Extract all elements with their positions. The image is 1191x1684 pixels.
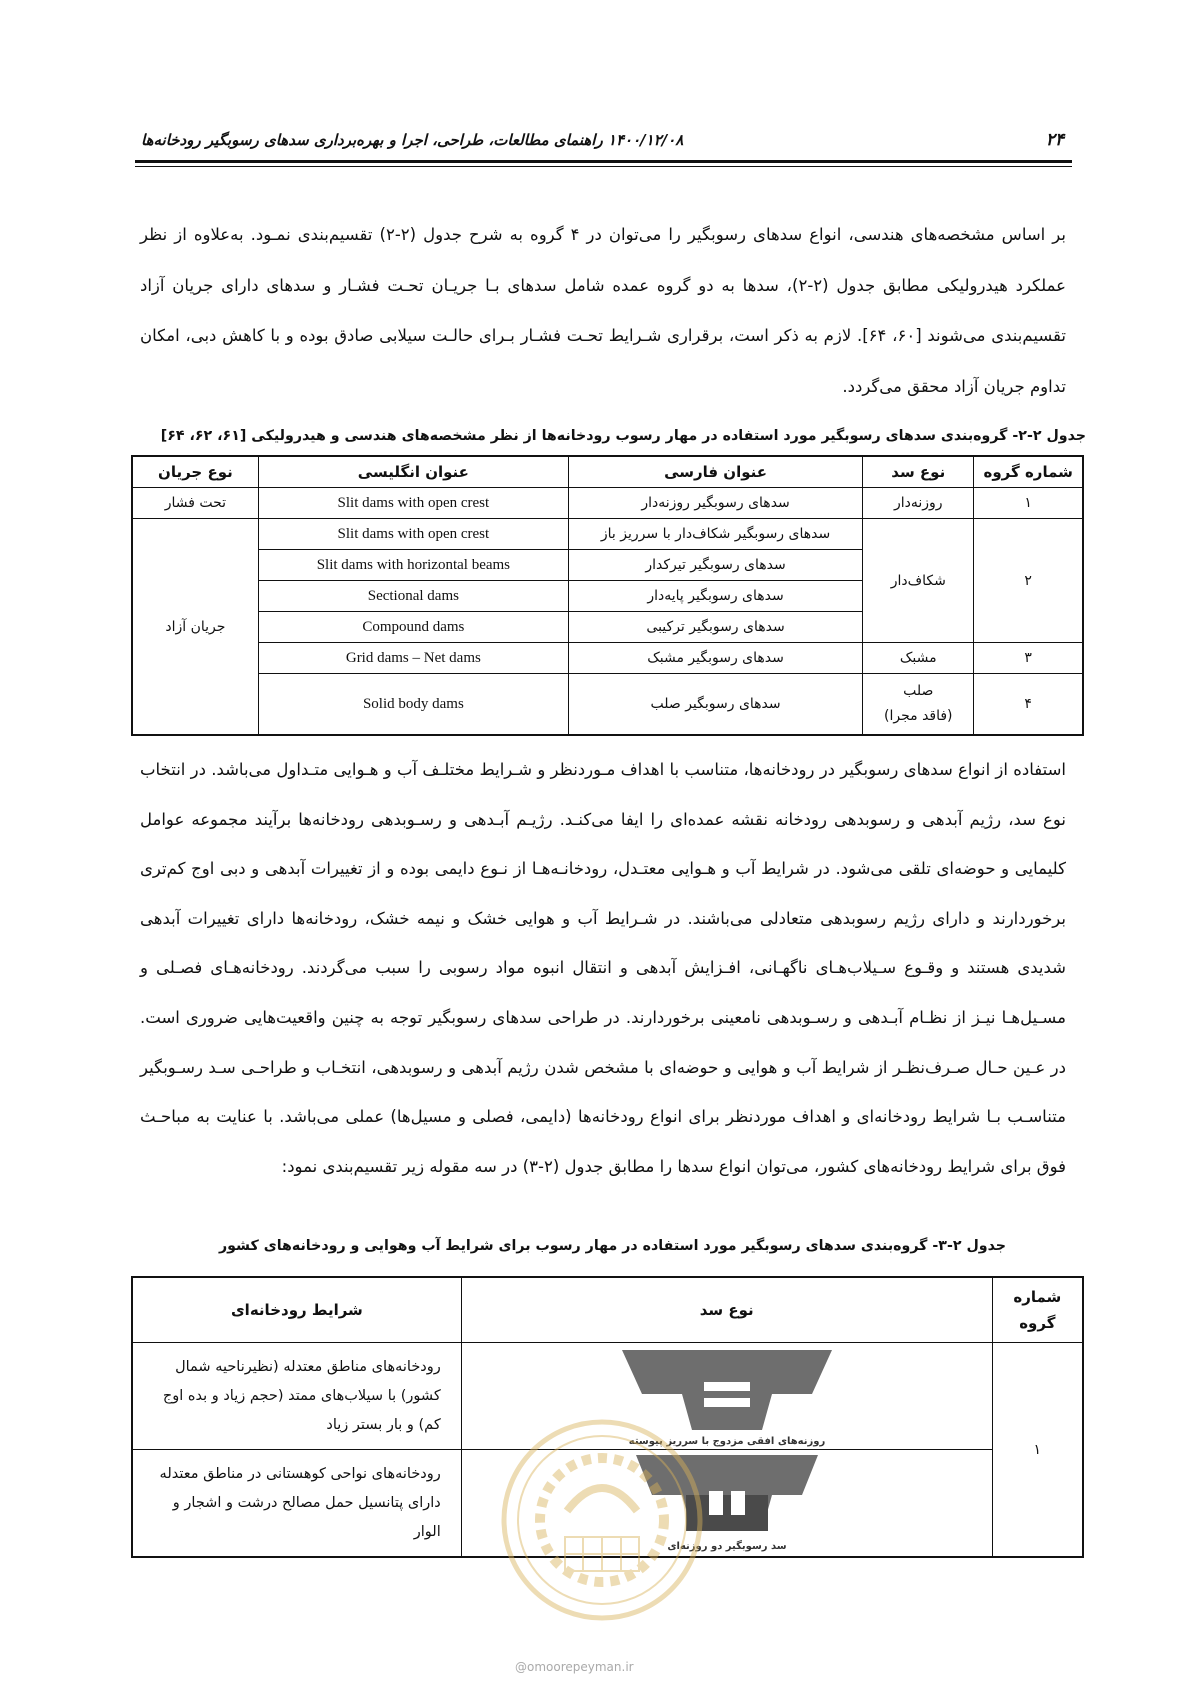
seal-grid-lines <box>565 1537 639 1571</box>
persian-title: سدهای رسوبگیر ترکیبی <box>568 612 862 643</box>
dam-type <box>863 674 974 736</box>
river-conditions: رودخانه‌های نواحی کوهستانی در مناطق معتدله دارای پتانسیل حمل مصالح درشت و اشجار و الوار <box>132 1450 461 1558</box>
orifice-lower <box>704 1398 750 1407</box>
dam-type: روزنه‌دار <box>863 488 974 519</box>
flow-type: جریان آزاد <box>132 519 258 736</box>
th-group-line2: گروه <box>1019 1314 1056 1332</box>
figure-label: سد رسوبگیر دو روزنه‌ای <box>667 1541 787 1552</box>
dam-type-line1: صلب <box>903 683 934 699</box>
table-row <box>132 519 1083 550</box>
th-river-conditions: شرایط رودخانه‌ای <box>132 1277 461 1343</box>
english-title: Solid body dams <box>258 674 568 736</box>
persian-title: سدهای رسوبگیر تیرکدار <box>568 550 862 581</box>
th-persian-title: عنوان فارسی <box>568 456 862 488</box>
table-row <box>132 674 1083 736</box>
figure-label: روزنه‌های افقی مزدوج با سرریز پیوسته <box>628 1436 825 1447</box>
river-conditions: رودخانه‌های مناطق معتدله (نظیرناحیه شمال کشور) با سیلاب‌های ممتد (حجم زیاد و بده اوج کم) و بار بستر زیاد <box>132 1343 461 1450</box>
orifice-left <box>709 1491 723 1515</box>
persian-title: سدهای رسوبگیر شکاف‌دار با سرریز باز <box>568 519 862 550</box>
group-number: ۴ <box>974 674 1083 736</box>
table1-header-row <box>132 456 1083 488</box>
table-row <box>132 488 1083 519</box>
th-group-number: شماره گروه <box>974 456 1083 488</box>
th-dam-type: نوع سد <box>461 1277 992 1343</box>
orifice-upper <box>704 1382 750 1391</box>
persian-title: سدهای رسوبگیر صلب <box>568 674 862 736</box>
persian-title: سدهای رسوبگیر روزنه‌دار <box>568 488 862 519</box>
th-english-title: عنوان انگلیسی <box>258 456 568 488</box>
running-title: ۱۴۰۰/۱۲/۰۸ راهنمای مطالعات، طراحی، اجرا و بهره‌برداری سدهای رسوبگیر رودخانه‌ها <box>141 131 684 149</box>
dam-type: مشبک <box>863 643 974 674</box>
group-number: ۱ <box>974 488 1083 519</box>
page-number: ۲۴ <box>1045 130 1064 150</box>
header-rule-thick <box>135 160 1072 163</box>
paragraph-geometric-grouping: بر اساس مشخصه‌های هندسی، انواع سدهای رسوبگیر را می‌توان در ۴ گروه به شرح جدول (۲-۲) تقسیم‌بندی نمـود. به‌علاوه از نظر عملکرد هیدرولیکی مطابق جدول (۲-۲)، سدها به دو گروه عمده شامل سدهای بـا جریـان تحـت فشـار و سدهای دارای جریان آزاد تقسیم‌بندی می‌شوند [۶۰، ۶۴]. لازم به ذکر است، برقراری شـرایط تحـت فشـار بـرای حالـت سیلابی صادق بوده و با کاهش دبی، امکان تداوم جریان آزاد محقق می‌گردد. <box>140 225 1067 396</box>
seal-outer-ring <box>504 1422 700 1618</box>
english-title: Slit dams with open crest <box>258 519 568 550</box>
english-title: Slit dams with open crest <box>258 488 568 519</box>
paragraph-climate-grouping: استفاده از انواع سدهای رسوبگیر در رودخانه‌ها، متناسب با اهداف مـوردنظر و شـرایط مختلـف آب و هـوایی متـداول می‌باشد. در انتخاب نوع سد، رژیم آبدهی و رسوبدهی رودخانه نقشه عمده‌ای را ایفا می‌کنـد. رژیـم آبـدهی و رسـوبدهی رودخانه‌ها برآیند مجموعه عوامل کلیمایی و حوضه‌ای تلقی می‌شود. در شرایط آب و هـوایی معتـدل، رودخانـه‌هـا از نـوع دایمی بوده و از تغییرات آبدهی و دبی اوج کم‌تری برخوردارند و دارای رژیم رسوبدهی متعادلی می‌باشند. در شـرایط آب و هوایی خشک و نیمه خشک، رودخانه‌ها دارای تغییرات آبدهی شدیدی هستند و وقـوع سـیلاب‌هـای ناگهـانی، افـزایش آبدهی و انتقال انبوه مواد رسوبی را سبب می‌گردند. رودخانه‌هـای فصـلی و مسـیل‌هـا نیـز از نظـام آبـدهی و رسـوبدهی نامعینی برخوردارند. در طراحی سدهای رسوبگیر توجه به چنین واقعیت‌هایی ضروری است. در عـین حـال صـرف‌نظـر از شرایط آب و هوایی و حوضه‌ای با مشخص شدن رژیم آبدهی و رسوبدهی، انتخـاب و طراحـی سـد رسـوبگیر متناسـب بـا شرایط رودخانه‌ای و اهداف موردنظر برای انواع رودخانه‌ها (دایمی، فصلی و مسیل‌ها) عملی می‌باشد. با عنایت به مباحـث فوق برای شرایط رودخانه‌های کشور، می‌توان انواع سدها را مطابق جدول (۲-۳) در سه مقوله زیر تقسیم‌بندی نمود: <box>140 760 1066 1176</box>
english-title: Sectional dams <box>258 581 568 612</box>
group-number: ۳ <box>974 643 1083 674</box>
dam-type: شکاف‌دار <box>863 519 974 643</box>
th-dam-type: نوع سد <box>863 456 974 488</box>
table2-caption: جدول ۲-۳- گروه‌بندی سدهای رسوبگیر مورد استفاده در مهار رسوب برای شرایط آب وهوایی و رودخانه‌های کشور <box>219 1238 1006 1254</box>
english-title: Grid dams – Net dams <box>258 643 568 674</box>
flow-type: تحت فشار <box>132 488 258 519</box>
persian-title: سدهای رسوبگیر مشبک <box>568 643 862 674</box>
th-group-line1: شماره <box>1013 1288 1062 1306</box>
dam-type-line2: (فاقد مجرا) <box>884 708 953 724</box>
group-number: ۲ <box>974 519 1083 643</box>
th-group-number <box>992 1277 1083 1343</box>
table2-header-row <box>132 1277 1083 1343</box>
table1-caption: جدول ۲-۲- گروه‌بندی سدهای رسوبگیر مورد استفاده در مهار رسوب رودخانه‌ها از نظر مشخصه‌های هندسی و هیدرولیکی [۶۱، ۶۲، ۶۴] <box>160 428 1086 444</box>
orifice-right <box>731 1491 745 1515</box>
dam-classification-table <box>131 455 1084 736</box>
watermark-site: @omoorepeyman.ir <box>515 1660 634 1674</box>
persian-title: سدهای رسوبگیر پایه‌دار <box>568 581 862 612</box>
english-title: Slit dams with horizontal beams <box>258 550 568 581</box>
table-row <box>132 643 1083 674</box>
publisher-seal-watermark <box>497 1415 707 1625</box>
header-rule-thin <box>135 166 1072 167</box>
group-number: ۱ <box>992 1343 1083 1558</box>
seal-arc <box>567 1488 637 1511</box>
english-title: Compound dams <box>258 612 568 643</box>
page-header <box>135 126 1072 160</box>
th-flow-type: نوع جریان <box>132 456 258 488</box>
